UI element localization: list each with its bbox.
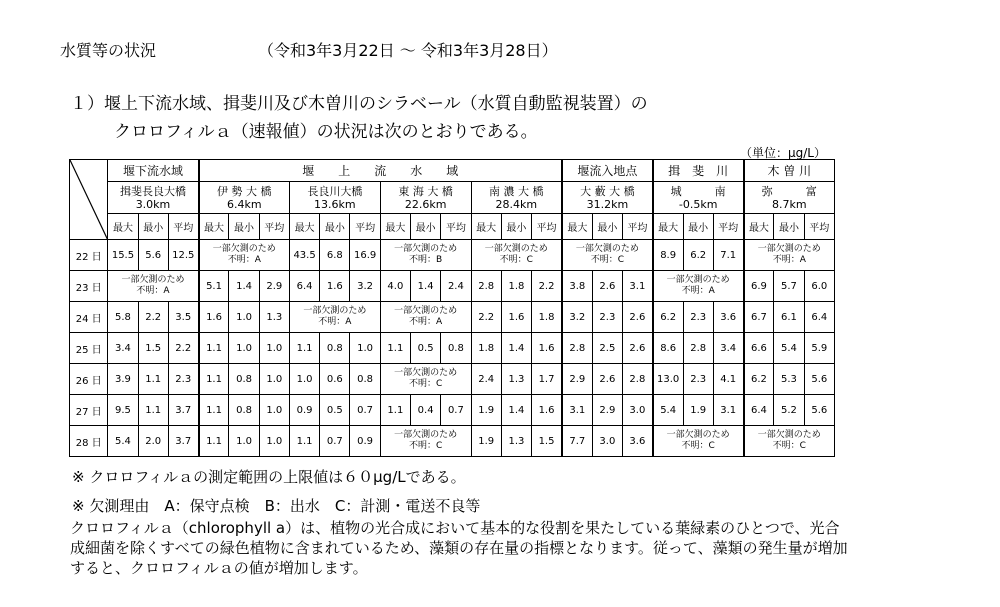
stat-label: 平均 (804, 214, 834, 240)
stat-label: 平均 (532, 214, 562, 240)
value-cell: 3.6 (623, 426, 653, 457)
value-cell: 1.8 (532, 302, 562, 333)
stat-label: 平均 (441, 214, 471, 240)
value-cell: 6.8 (320, 240, 350, 271)
table-row (70, 364, 835, 395)
missing-cell: 一部欠測のため 不明：C (744, 426, 835, 457)
value-cell: 2.3 (683, 364, 713, 395)
value-cell: 1.1 (199, 395, 229, 426)
value-cell: 0.5 (320, 395, 350, 426)
value-cell: 5.6 (804, 395, 834, 426)
stat-label: 最小 (501, 214, 531, 240)
value-cell: 1.1 (289, 333, 319, 364)
value-cell: 8.9 (653, 240, 683, 271)
value-cell: 0.7 (441, 395, 471, 426)
value-cell: 2.6 (623, 333, 653, 364)
value-cell: 1.0 (259, 364, 289, 395)
value-cell: 2.2 (168, 333, 198, 364)
table-row (70, 426, 835, 457)
value-cell: 0.7 (350, 395, 380, 426)
day-label: 27 日 (70, 395, 108, 426)
station-name: 東 海 大 橋 (398, 184, 453, 198)
corner-diagonal-cell (70, 160, 108, 240)
value-cell: 13.0 (653, 364, 683, 395)
value-cell: 43.5 (289, 240, 319, 271)
table-row (70, 271, 835, 302)
table-row (70, 333, 835, 364)
station-km: 31.2km (586, 197, 629, 211)
stat-label: 平均 (350, 214, 380, 240)
value-cell: 2.3 (168, 364, 198, 395)
stat-label: 最大 (380, 214, 410, 240)
value-cell: 3.1 (562, 395, 592, 426)
day-label: 26 日 (70, 364, 108, 395)
value-cell: 3.0 (592, 426, 622, 457)
value-cell: 2.2 (532, 271, 562, 302)
station-header (108, 182, 199, 214)
value-cell: 3.4 (108, 333, 138, 364)
value-cell: 2.3 (592, 302, 622, 333)
value-cell: 0.4 (411, 395, 441, 426)
group-header: 堰下流水域 (108, 160, 199, 182)
value-cell: 0.9 (350, 426, 380, 457)
value-cell: 0.8 (229, 364, 259, 395)
value-cell: 3.1 (713, 395, 743, 426)
stat-label: 最大 (108, 214, 138, 240)
station-header (199, 182, 290, 214)
missing-cell: 一部欠測のため 不明：C (380, 426, 471, 457)
station-km: 3.0km (135, 197, 171, 211)
value-cell: 0.8 (229, 395, 259, 426)
value-cell: 3.8 (562, 271, 592, 302)
value-cell: 1.4 (501, 333, 531, 364)
note-range: ※ クロロフィルａの測定範囲の上限値は６０μg/Lである。 (72, 468, 466, 486)
station-km: 8.7km (771, 197, 807, 211)
missing-cell: 一部欠測のため 不明：C (653, 426, 744, 457)
station-name: 伊 勢 大 橋 (217, 184, 272, 198)
stat-label: 平均 (259, 214, 289, 240)
station-km: -0.5km (678, 197, 718, 211)
value-cell: 15.5 (108, 240, 138, 271)
value-cell: 5.6 (804, 364, 834, 395)
day-label: 24 日 (70, 302, 108, 333)
value-cell: 9.5 (108, 395, 138, 426)
description-paragraph: クロロフィルａ（chlorophyll a）は、植物の光合成において基本的な役割を果たしている葉緑素のひとつで、光合成細菌を除くすべての緑色植物に含まれているため、藻類の存在量の指標となります。従って、藻類の発生量が増加すると、クロロフィルａの値が増加します。 (70, 519, 848, 577)
diagonal-line (70, 160, 107, 239)
value-cell: 3.2 (350, 271, 380, 302)
missing-cell: 一部欠測のため 不明：A (199, 240, 290, 271)
stat-label: 最小 (683, 214, 713, 240)
value-cell: 6.2 (653, 302, 683, 333)
station-km: 22.6km (404, 197, 447, 211)
value-cell: 1.1 (138, 364, 168, 395)
station-header (653, 182, 744, 214)
value-cell: 0.8 (320, 333, 350, 364)
value-cell: 0.7 (320, 426, 350, 457)
value-cell: 1.6 (532, 395, 562, 426)
value-cell: 1.1 (380, 395, 410, 426)
value-cell: 3.2 (562, 302, 592, 333)
station-header (562, 182, 653, 214)
value-cell: 1.0 (259, 395, 289, 426)
value-cell: 8.6 (653, 333, 683, 364)
missing-cell: 一部欠測のため 不明：A (380, 302, 471, 333)
value-cell: 6.6 (744, 333, 774, 364)
value-cell: 6.2 (683, 240, 713, 271)
value-cell: 0.8 (350, 364, 380, 395)
stat-label: 最大 (471, 214, 501, 240)
missing-cell: 一部欠測のため 不明：A (108, 271, 199, 302)
stat-label: 最大 (289, 214, 319, 240)
missing-cell: 一部欠測のため 不明：A (653, 271, 744, 302)
value-cell: 2.6 (592, 364, 622, 395)
station-km: 28.4km (495, 197, 538, 211)
value-cell: 5.1 (199, 271, 229, 302)
value-cell: 5.8 (108, 302, 138, 333)
value-cell: 4.1 (713, 364, 743, 395)
day-label: 25 日 (70, 333, 108, 364)
value-cell: 1.5 (138, 333, 168, 364)
value-cell: 6.1 (774, 302, 804, 333)
station-header (744, 182, 835, 214)
station-name: 城 南 (670, 184, 726, 198)
group-header: 堰流入地点 (562, 160, 653, 182)
missing-cell: 一部欠測のため 不明：A (744, 240, 835, 271)
group-header: 揖 斐 川 (653, 160, 744, 182)
page-title: 水質等の状況 (60, 41, 157, 60)
value-cell: 1.1 (289, 426, 319, 457)
stat-label: 最小 (138, 214, 168, 240)
value-cell: 5.6 (138, 240, 168, 271)
table-row (70, 302, 835, 333)
value-cell: 0.6 (320, 364, 350, 395)
value-cell: 6.4 (289, 271, 319, 302)
value-cell: 1.7 (532, 364, 562, 395)
missing-cell: 一部欠測のため 不明：A (289, 302, 380, 333)
value-cell: 1.5 (532, 426, 562, 457)
value-cell: 1.9 (471, 426, 501, 457)
chlorophyll-table (69, 159, 835, 457)
value-cell: 1.6 (532, 333, 562, 364)
stat-label: 最大 (744, 214, 774, 240)
value-cell: 2.9 (592, 395, 622, 426)
value-cell: 1.0 (350, 333, 380, 364)
value-cell: 2.4 (441, 271, 471, 302)
value-cell: 6.9 (744, 271, 774, 302)
value-cell: 1.3 (501, 364, 531, 395)
day-label: 23 日 (70, 271, 108, 302)
value-cell: 0.9 (289, 395, 319, 426)
stat-label: 最小 (320, 214, 350, 240)
value-cell: 2.3 (683, 302, 713, 333)
table-row (70, 240, 835, 271)
stat-label: 最大 (653, 214, 683, 240)
stat-label: 最大 (199, 214, 229, 240)
value-cell: 1.9 (683, 395, 713, 426)
stat-label: 最大 (562, 214, 592, 240)
unit-label: （単位：μg/L） (740, 146, 826, 160)
value-cell: 1.6 (501, 302, 531, 333)
value-cell: 1.0 (229, 302, 259, 333)
value-cell: 1.3 (259, 302, 289, 333)
group-header: 堰 上 流 水 域 (199, 160, 562, 182)
value-cell: 3.4 (713, 333, 743, 364)
value-cell: 0.8 (441, 333, 471, 364)
stat-label: 最小 (229, 214, 259, 240)
missing-cell: 一部欠測のため 不明：C (471, 240, 562, 271)
period-label: （令和3年3月22日 ～ 令和3年3月28日） (258, 41, 558, 60)
value-cell: 5.4 (653, 395, 683, 426)
value-cell: 1.0 (229, 426, 259, 457)
value-cell: 1.1 (199, 364, 229, 395)
value-cell: 3.7 (168, 426, 198, 457)
value-cell: 2.2 (138, 302, 168, 333)
value-cell: 6.2 (744, 364, 774, 395)
value-cell: 6.4 (804, 302, 834, 333)
missing-cell: 一部欠測のため 不明：C (562, 240, 653, 271)
missing-cell: 一部欠測のため 不明：B (380, 240, 471, 271)
value-cell: 2.4 (471, 364, 501, 395)
value-cell: 1.8 (501, 271, 531, 302)
value-cell: 5.2 (774, 395, 804, 426)
station-name: 南 濃 大 橋 (489, 184, 544, 198)
value-cell: 1.0 (259, 426, 289, 457)
day-label: 28 日 (70, 426, 108, 457)
value-cell: 2.6 (592, 271, 622, 302)
value-cell: 5.7 (774, 271, 804, 302)
value-cell: 5.4 (108, 426, 138, 457)
value-cell: 16.9 (350, 240, 380, 271)
value-cell: 2.5 (592, 333, 622, 364)
value-cell: 5.9 (804, 333, 834, 364)
value-cell: 1.0 (259, 333, 289, 364)
value-cell: 3.6 (713, 302, 743, 333)
value-cell: 3.1 (623, 271, 653, 302)
station-name: 大 藪 大 橋 (580, 184, 635, 198)
value-cell: 3.9 (108, 364, 138, 395)
stat-label: 平均 (623, 214, 653, 240)
value-cell: 3.7 (168, 395, 198, 426)
day-label: 22 日 (70, 240, 108, 271)
value-cell: 6.0 (804, 271, 834, 302)
value-cell: 1.1 (199, 333, 229, 364)
value-cell: 0.5 (411, 333, 441, 364)
value-cell: 1.4 (411, 271, 441, 302)
value-cell: 3.5 (168, 302, 198, 333)
value-cell: 2.2 (471, 302, 501, 333)
missing-cell: 一部欠測のため 不明：C (380, 364, 471, 395)
value-cell: 5.4 (774, 333, 804, 364)
value-cell: 6.4 (744, 395, 774, 426)
value-cell: 1.0 (229, 333, 259, 364)
station-km: 13.6km (314, 197, 356, 211)
value-cell: 12.5 (168, 240, 198, 271)
stat-label: 平均 (713, 214, 743, 240)
value-cell: 7.7 (562, 426, 592, 457)
value-cell: 1.1 (380, 333, 410, 364)
value-cell: 1.1 (138, 395, 168, 426)
value-cell: 7.1 (713, 240, 743, 271)
value-cell: 1.6 (320, 271, 350, 302)
station-header (380, 182, 471, 214)
value-cell: 4.0 (380, 271, 410, 302)
value-cell: 1.0 (289, 364, 319, 395)
value-cell: 1.4 (501, 395, 531, 426)
station-header (289, 182, 380, 214)
stat-label: 平均 (168, 214, 198, 240)
value-cell: 5.3 (774, 364, 804, 395)
value-cell: 2.8 (683, 333, 713, 364)
station-name: 長良川大橋 (307, 184, 363, 198)
value-cell: 6.7 (744, 302, 774, 333)
stat-label: 最小 (774, 214, 804, 240)
value-cell: 2.0 (138, 426, 168, 457)
value-cell: 1.4 (229, 271, 259, 302)
value-cell: 2.6 (623, 302, 653, 333)
station-name: 揖斐長良大橋 (119, 184, 186, 198)
value-cell: 2.9 (562, 364, 592, 395)
intro-line-2: クロロフィルａ（速報値）の状況は次のとおりである。 (114, 122, 538, 142)
station-name: 弥 富 (761, 184, 817, 198)
value-cell: 1.8 (471, 333, 501, 364)
group-header: 木 曽 川 (744, 160, 835, 182)
value-cell: 2.8 (623, 364, 653, 395)
value-cell: 3.0 (623, 395, 653, 426)
station-header (471, 182, 562, 214)
value-cell: 2.9 (259, 271, 289, 302)
value-cell: 1.1 (199, 426, 229, 457)
table-row (70, 395, 835, 426)
value-cell: 1.3 (501, 426, 531, 457)
intro-line-1: １）堰上下流水域、揖斐川及び木曽川のシラベール（水質自動監視装置）の (70, 94, 648, 114)
station-km: 6.4km (226, 197, 262, 211)
value-cell: 1.6 (199, 302, 229, 333)
value-cell: 2.8 (562, 333, 592, 364)
value-cell: 2.8 (471, 271, 501, 302)
stat-label: 最小 (592, 214, 622, 240)
value-cell: 1.9 (471, 395, 501, 426)
stat-label: 最小 (411, 214, 441, 240)
note-reasons: ※ 欠測理由 A：保守点検 B：出水 C：計測・電送不良等 (72, 497, 481, 515)
